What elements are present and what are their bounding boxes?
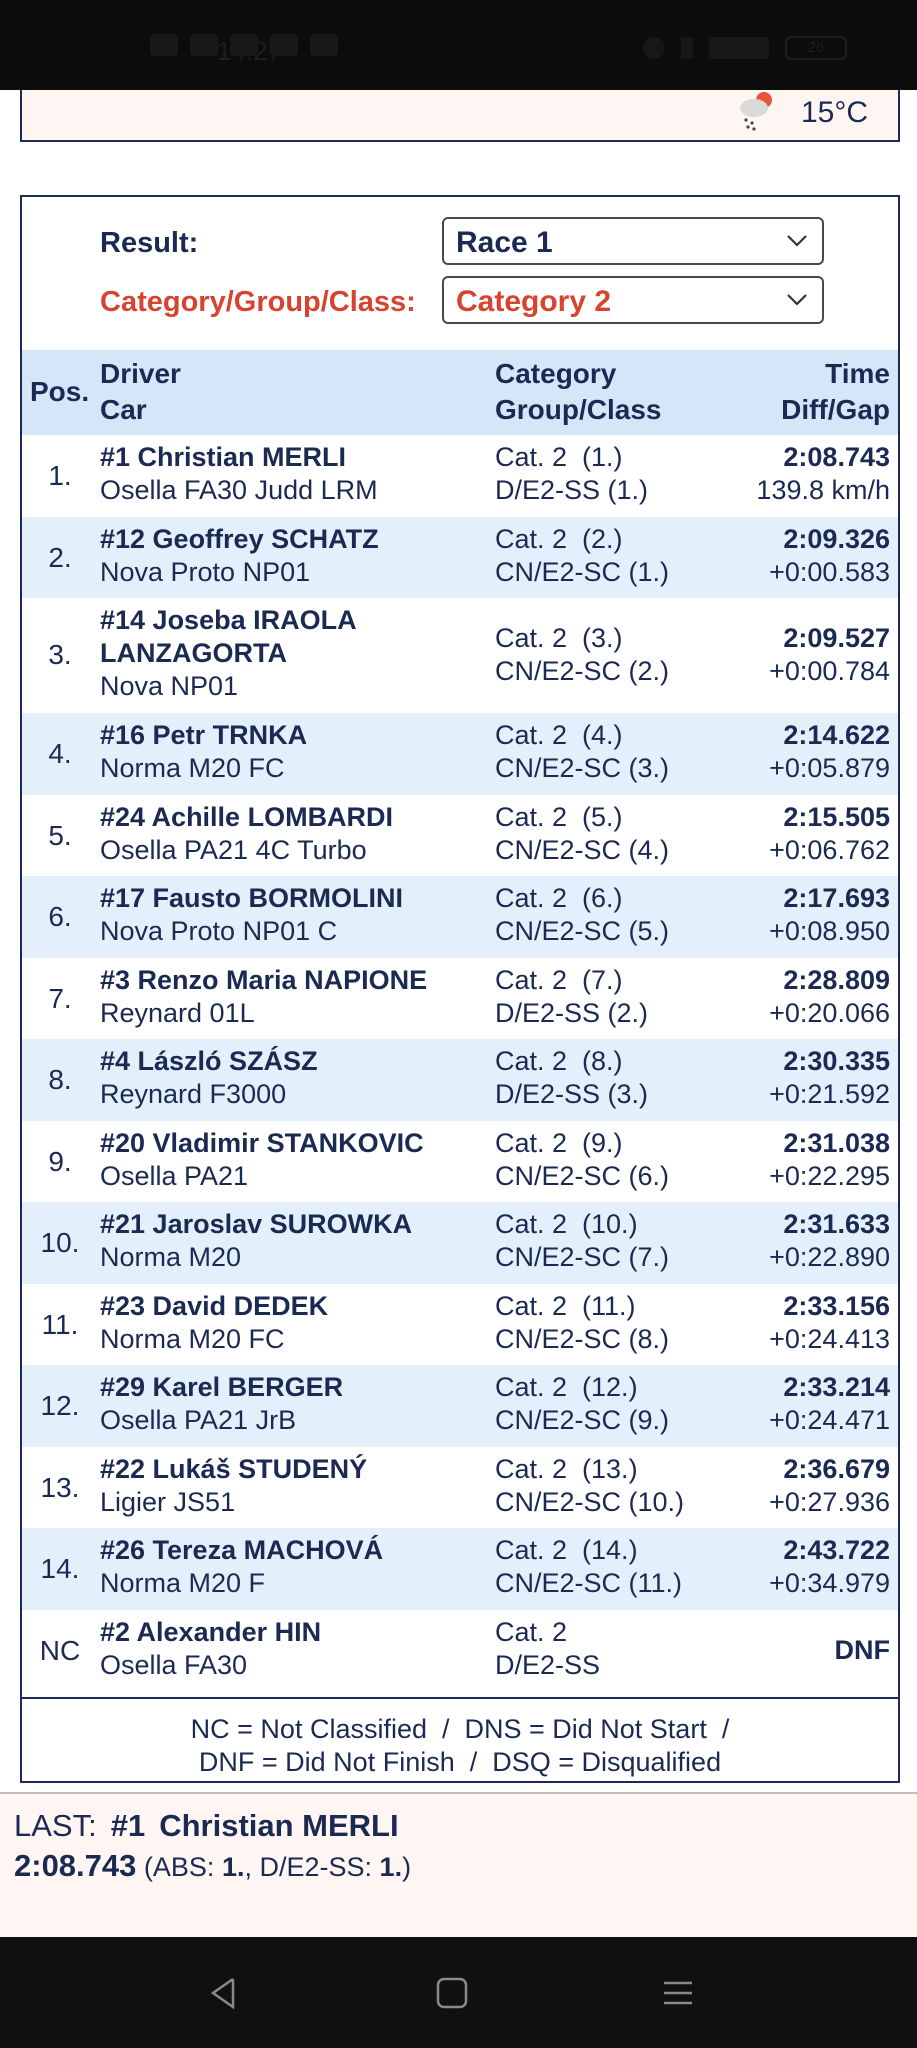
row-time-cell (670, 1045, 890, 1111)
row-driver-name: #20 Vladimir STANKOVIC (100, 1127, 424, 1158)
row-car: Nova NP01 (100, 671, 239, 701)
row-time: 2:17.693 (783, 883, 890, 913)
row-gap: +0:34.979 (769, 1568, 890, 1598)
row-driver-name: #14 Joseba IRAOLA LANZAGORTA (100, 605, 356, 668)
row-driver-name: #21 Jaroslav SUROWKA (100, 1209, 413, 1239)
row-category: Cat. 2 (13.) (495, 1453, 638, 1484)
row-group-class: CN/E2-SC (1.) (495, 556, 670, 587)
row-driver-name: #22 Lukáš STUDENÝ (100, 1453, 368, 1484)
status-bar (0, 0, 917, 90)
row-time: 2:36.679 (783, 1453, 890, 1484)
row-group-class: CN/E2-SC (10.) (495, 1486, 685, 1517)
row-position: 9. (48, 1145, 72, 1177)
row-driver-cell (100, 1453, 500, 1519)
row-driver-cell (100, 882, 500, 948)
last-time: 2:08.743 (14, 1848, 137, 1883)
table-row (22, 1284, 898, 1366)
row-driver-cell (100, 964, 500, 1030)
row-group-class: CN/E2-SC (2.) (495, 656, 670, 686)
alarm-icon (643, 37, 665, 59)
row-driver-cell (100, 1534, 500, 1600)
row-time-cell (670, 1290, 890, 1356)
category-filter-row (22, 276, 898, 326)
row-time-cell (670, 1534, 890, 1600)
row-car: Osella FA30 (100, 1649, 248, 1680)
table-body (22, 435, 898, 1691)
row-driver-cell (100, 719, 500, 785)
row-gap: +0:20.066 (769, 997, 890, 1028)
menu-lines-icon[interactable] (660, 1975, 696, 2011)
row-time: 2:09.326 (783, 523, 890, 554)
row-driver-name: #23 David DEDEK (100, 1290, 329, 1321)
notification-icon (270, 34, 298, 56)
row-gap: +0:00.784 (769, 656, 890, 686)
row-category: Cat. 2 (5.) (495, 801, 623, 832)
last-class-label: , D/E2-SS: (244, 1852, 373, 1882)
row-category: Cat. 2 (495, 1616, 568, 1647)
row-car: Norma M20 FC (100, 1323, 285, 1354)
row-driver-name: #24 Achille LOMBARDI (100, 801, 394, 832)
last-driver-number: #1 (110, 1808, 146, 1843)
row-driver-cell (100, 1371, 500, 1437)
notification-icon (310, 34, 338, 56)
row-time-cell (670, 1208, 890, 1274)
row-gap: +0:27.936 (769, 1486, 890, 1517)
table-row (22, 1528, 898, 1610)
row-category: Cat. 2 (6.) (495, 883, 623, 913)
row-time-cell (670, 622, 890, 688)
notification-icon (230, 34, 258, 56)
row-gap: +0:22.295 (769, 1160, 890, 1191)
table-row (22, 876, 898, 958)
last-close: ) (402, 1852, 412, 1882)
row-gap: +0:06.762 (769, 834, 890, 865)
row-car: Osella PA21 (100, 1160, 249, 1191)
header-group-class: Group/Class (495, 394, 662, 425)
row-gap: +0:21.592 (769, 1079, 890, 1109)
home-square-icon[interactable] (434, 1975, 470, 2011)
row-car: Osella PA21 JrB (100, 1405, 297, 1435)
row-position: 6. (48, 901, 72, 932)
chevron-down-icon (786, 233, 808, 249)
row-time-cell (670, 1634, 890, 1667)
row-driver-name: #16 Petr TRNKA (100, 720, 308, 750)
row-group-class: D/E2-SS (1.) (495, 475, 649, 505)
row-time-cell (670, 1453, 890, 1519)
row-gap: +0:22.890 (769, 1242, 890, 1272)
row-position: 12. (40, 1390, 80, 1421)
row-time: 2:14.622 (783, 720, 890, 750)
header-pos: Pos. (30, 376, 90, 407)
category-select[interactable] (442, 276, 824, 324)
back-triangle-icon[interactable] (205, 1975, 241, 2011)
row-position: 2. (48, 541, 72, 573)
table-row (22, 958, 898, 1040)
table-row (22, 435, 898, 517)
category-select-value: Category 2 (456, 285, 612, 318)
row-position: 4. (48, 738, 72, 769)
last-class-value: 1. (379, 1852, 403, 1882)
row-driver-name: #29 Karel BERGER (100, 1372, 344, 1402)
row-car: Nova Proto NP01 C (100, 916, 338, 946)
notification-icon (190, 34, 218, 56)
row-driver-name: #2 Alexander HIN (100, 1616, 322, 1647)
row-group-class: CN/E2-SC (8.) (495, 1323, 670, 1354)
table-row (22, 1039, 898, 1121)
system-icons (643, 36, 847, 60)
legend-line-1: NC = Not Classified / DNS = Did Not Start / (190, 1714, 730, 1744)
row-category: Cat. 2 (1.) (495, 442, 623, 472)
row-time: 2:28.809 (783, 964, 890, 995)
row-gap: +0:00.583 (769, 556, 890, 587)
row-car: Norma M20 F (100, 1568, 266, 1598)
row-driver-name: #1 Christian MERLI (100, 442, 347, 472)
temperature: 15°C (800, 96, 868, 129)
row-position: 7. (48, 982, 72, 1014)
row-position: NC (39, 1634, 81, 1666)
row-group-class: CN/E2-SC (9.) (495, 1405, 670, 1435)
row-group-class: D/E2-SS (495, 1649, 601, 1680)
row-category: Cat. 2 (9.) (495, 1127, 623, 1158)
table-row (22, 1202, 898, 1284)
row-driver-cell (100, 1290, 500, 1356)
row-group-class: CN/E2-SC (3.) (495, 753, 670, 783)
row-driver-name: #3 Renzo Maria NAPIONE (100, 964, 428, 995)
row-category: Cat. 2 (8.) (495, 1046, 623, 1076)
row-driver-name: #4 László SZÁSZ (100, 1046, 318, 1076)
table-row (22, 1610, 898, 1692)
row-car: Norma M20 FC (100, 753, 285, 783)
row-time-cell (670, 964, 890, 1030)
table-row (22, 1365, 898, 1447)
header-car: Car (100, 394, 147, 425)
legend (22, 1697, 898, 1779)
row-driver-cell (100, 1208, 500, 1274)
row-category: Cat. 2 (12.) (495, 1372, 638, 1402)
row-car: Osella FA30 Judd LRM (100, 475, 378, 505)
row-time-cell (670, 1371, 890, 1437)
table-row (22, 713, 898, 795)
bluetooth-icon (681, 37, 693, 59)
row-group-class: CN/E2-SC (6.) (495, 1160, 670, 1191)
row-group-class: CN/E2-SC (7.) (495, 1242, 670, 1272)
category-label: Category/Group/Class: (100, 286, 416, 318)
header-time: Time (825, 358, 890, 389)
row-car: Osella PA21 4C Turbo (100, 834, 367, 865)
row-position: 14. (40, 1553, 80, 1584)
result-filter-row (22, 217, 898, 267)
header-category: Category (495, 358, 617, 389)
row-time: DNF (834, 1634, 890, 1665)
row-category: Cat. 2 (14.) (495, 1535, 638, 1565)
table-row (22, 1447, 898, 1529)
row-position: 13. (40, 1471, 80, 1503)
row-gap: +0:24.413 (769, 1323, 890, 1354)
row-time: 2:31.038 (783, 1127, 890, 1158)
row-position: 1. (48, 460, 72, 491)
row-driver-name: #26 Tereza MACHOVÁ (100, 1535, 384, 1565)
row-position: 11. (41, 1308, 79, 1340)
row-driver-name: #17 Fausto BORMOLINI (100, 883, 404, 913)
battery-icon: 26 (785, 36, 847, 60)
row-gap: +0:08.950 (769, 916, 890, 946)
row-car: Reynard 01L (100, 997, 255, 1028)
row-position: 8. (48, 1064, 72, 1095)
last-finisher-panel (0, 1792, 917, 1937)
result-select[interactable] (442, 217, 824, 265)
row-group-class: D/E2-SS (2.) (495, 997, 649, 1028)
results-table (22, 350, 898, 1691)
weather-card (20, 90, 900, 142)
header-driver: Driver (100, 358, 181, 389)
table-row (22, 795, 898, 877)
row-position: 5. (48, 819, 72, 851)
row-time-cell (670, 882, 890, 948)
row-car: Norma M20 (100, 1242, 242, 1272)
row-time: 2:43.722 (783, 1535, 890, 1565)
results-card (20, 195, 900, 1783)
row-time-cell (670, 719, 890, 785)
row-category: Cat. 2 (4.) (495, 720, 623, 750)
row-time: 2:33.214 (783, 1372, 890, 1402)
row-gap: 139.8 km/h (756, 475, 890, 505)
row-driver-cell (100, 1045, 500, 1111)
row-car: Reynard F3000 (100, 1079, 287, 1109)
row-driver-cell (100, 1616, 500, 1682)
row-time: 2:33.156 (783, 1290, 890, 1321)
chevron-down-icon (786, 292, 808, 308)
navigation-bar (0, 1937, 917, 2048)
row-position: 10. (40, 1227, 80, 1258)
result-select-value: Race 1 (456, 226, 553, 259)
row-time: 2:15.505 (783, 801, 890, 832)
row-car: Nova Proto NP01 (100, 556, 311, 587)
row-group-class: D/E2-SS (3.) (495, 1079, 649, 1109)
row-driver-cell (100, 604, 500, 703)
row-driver-cell (100, 523, 500, 589)
row-driver-cell (100, 801, 500, 867)
cloud-rain-sun-icon (734, 90, 780, 134)
row-group-class: CN/E2-SC (4.) (495, 834, 670, 865)
row-car: Ligier JS51 (100, 1486, 236, 1517)
header-diff-gap: Diff/Gap (781, 394, 890, 425)
table-row (22, 517, 898, 599)
last-driver-name: Christian MERLI (159, 1808, 399, 1843)
row-category: Cat. 2 (10.) (495, 1209, 638, 1239)
table-row (22, 1121, 898, 1203)
row-time: 2:08.743 (783, 442, 890, 472)
row-driver-name: #12 Geoffrey SCHATZ (100, 523, 379, 554)
row-gap: +0:24.471 (769, 1405, 890, 1435)
row-time-cell (670, 441, 890, 507)
table-header (22, 350, 898, 435)
row-time-cell (670, 1127, 890, 1193)
last-abs-value: 1. (221, 1852, 245, 1882)
row-time: 2:30.335 (783, 1046, 890, 1076)
table-row (22, 598, 898, 713)
row-group-class: CN/E2-SC (11.) (495, 1568, 683, 1598)
row-driver-cell (100, 1127, 500, 1193)
last-abs-label: (ABS: (143, 1852, 215, 1882)
notification-icon (150, 34, 178, 56)
row-driver-cell (100, 441, 500, 507)
result-label: Result: (100, 227, 199, 259)
last-label: LAST: (14, 1808, 97, 1843)
row-category: Cat. 2 (3.) (495, 623, 623, 653)
row-time: 2:31.633 (783, 1209, 890, 1239)
signal-icon (709, 37, 769, 59)
row-time-cell (670, 523, 890, 589)
legend-line-2: DNF = Did Not Finish / DSQ = Disqualified (198, 1747, 722, 1777)
row-time: 2:09.527 (783, 623, 890, 653)
row-category: Cat. 2 (2.) (495, 523, 623, 554)
row-position: 3. (48, 639, 72, 670)
row-time-cell (670, 801, 890, 867)
row-category: Cat. 2 (7.) (495, 964, 623, 995)
row-category: Cat. 2 (11.) (495, 1290, 636, 1321)
row-gap: +0:05.879 (769, 753, 890, 783)
row-group-class: CN/E2-SC (5.) (495, 916, 670, 946)
notification-icons (150, 34, 338, 56)
